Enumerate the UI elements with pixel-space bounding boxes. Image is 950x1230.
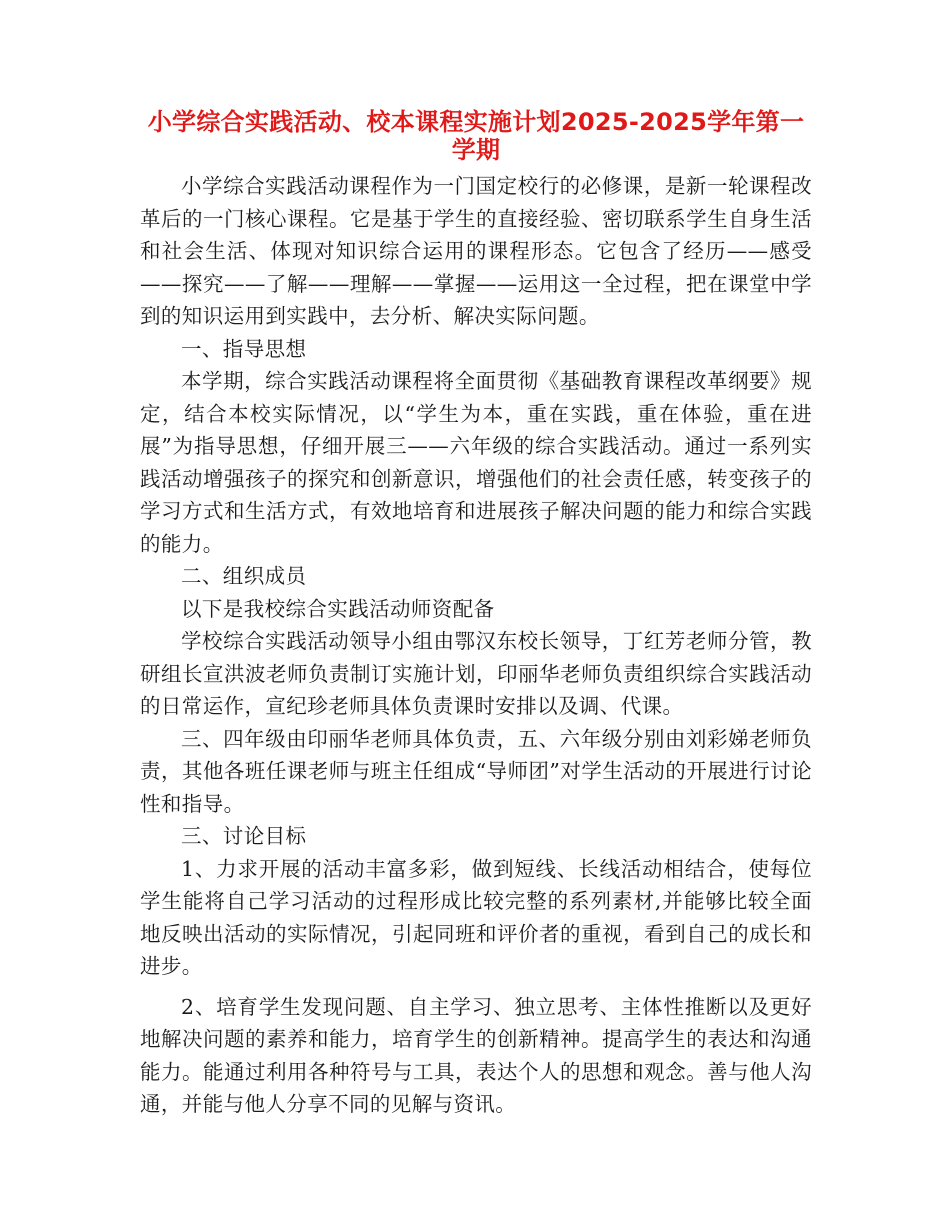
heading-guiding-ideology: 一、指导思想 — [181, 336, 307, 361]
document-page — [140, 108, 812, 1121]
heading-organization-members: 二、组织成员 — [181, 564, 307, 588]
paragraph-leadership-group: 学校综合实践活动领导小组由鄂汉东校长领导，丁红芳老师分管，教研组长宣洪波老师负责制订实施计划，印丽华老师负责组织综合实践活动的日常运作，宣纪珍老师具体负责课时安排以及调、代课。 — [140, 629, 812, 718]
paragraph-goal-1: 1、力求开展的活动丰富多彩，做到短线、长线活动相结合，使每位学生能将自己学习活动的过程形成比较完整的系列素材,并能够比较全面地反映出活动的实际情况，引起同班和评价者的重视，看到自己的成长和进步。 — [140, 856, 812, 978]
paragraph-staffing-intro: 以下是我校综合实践活动师资配备 — [181, 596, 495, 621]
paragraph-intro: 小学综合实践活动课程作为一门国定校行的必修课，是新一轮课程改革后的一门核心课程。它是基于学生的直接经验、密切联系学生自身生活和社会生活、体现对知识综合运用的课程形态。它包含了经历——感受——探究——了解——理解——掌握——运用这一全过程，把在课堂中学到的知识运用到实践中，去分析、解决实际问题。 — [140, 174, 812, 328]
paragraph-guiding-ideology: 本学期，综合实践活动课程将全面贯彻《基础教育课程改革纲要》规定，结合本校实际情况，以“学生为本，重在实践，重在体验，重在进展”为指导思想，仔细开展三——六年级的综合实践活动。通过一系列实践活动增强孩子的探究和创新意识，增强他们的社会责任感，转变孩子的学习方式和生活方式，有效地培育和进展孩子解决问题的能力和综合实践的能力。 — [140, 369, 812, 556]
paragraph-goal-2: 2、培育学生发现问题、自主学习、独立思考、主体性推断以及更好地解决问题的素养和能力，培育学生的创新精神。提高学生的表达和沟通能力。能通过利用各种符号与工具，表达个人的思想和观念。善与他人沟通，并能与他人分享不同的见解与资讯。 — [140, 994, 812, 1116]
paragraph-grade-responsibility: 三、四年级由印丽华老师具体负责，五、六年级分别由刘彩娣老师负责，其他各班任课老师与班主任组成“导师团”对学生活动的开展进行讨论性和指导。 — [140, 726, 812, 816]
document-title: 小学综合实践活动、校本课程实施计划2025-2025学年第一学期 — [147, 108, 805, 164]
heading-research-goals: 三、讨论目标 — [181, 824, 307, 848]
